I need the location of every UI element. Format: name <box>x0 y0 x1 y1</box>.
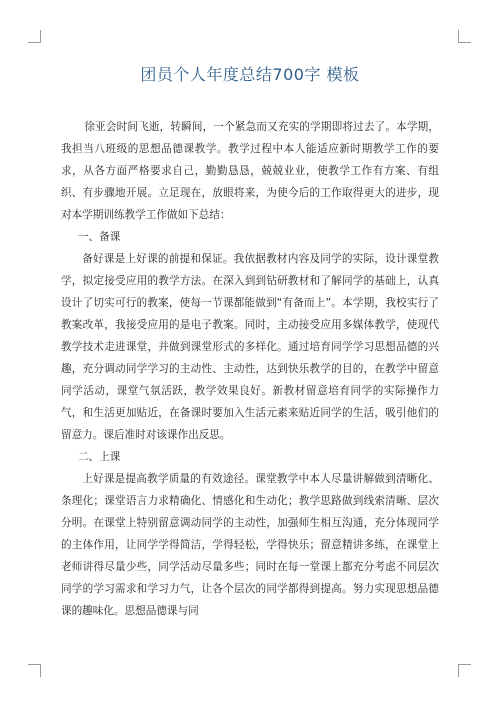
document-body <box>61 116 439 622</box>
crop-mark-top-left <box>28 30 41 43</box>
document-title: 团员个人年度总结700字 模板 <box>140 65 360 84</box>
crop-mark-bottom-left <box>28 664 41 677</box>
paragraph-teaching: 上好课是提高教学质量的有效途径。课堂教学中本人尽量讲解做到清晰化、条理化；课堂语言力求精确化、情感化和生动化；教学思路做到线索清晰、层次分明。在课堂上特别留意调动同学的主动性，加强师生相互沟通，充分体现同学的主体作用，让同学学得简洁，学得轻松，学得快乐；留意精讲多练，在课堂上老师讲得尽量少些，同学活动尽量多些；同时在每一堂课上都充分考虑不同层次同学的学习需求和学习力气，让各个层次的同学都得到提高。努力实现思想品德课的趣味化。思想品德课与同 <box>61 473 439 617</box>
paragraph-lesson-prep: 备好课是上好课的前提和保证。我依据教材内容及同学的实际，设计课堂教学，拟定接受应用的教学方法。在深入到到钻研教材和了解同学的基础上，认真设计了切实可行的教案，使每一节课都能做到“有备而上”。本学期，我校实行了教案改革，我接受应用的是电子教案。同时，主动接受应用多媒体教学，使现代教学技术走进课堂，并做到课堂形式的多样化。通过培育同学学习思想品德的兴趣，充分调动同学学习的主动性、主动性，达到快乐教学的目的，在教学中留意同学活动，课堂气氛活跃，教学效果良好。新教材留意培育同学的实际操作力气，和生活更加贴近，在备课时要加入生活元素来贴近同学的生活，吸引他们的留意力。课后准时对该课作出反思。 <box>61 253 439 441</box>
section-heading-lesson-prep: 一、备课 <box>77 231 121 243</box>
section-heading-teaching: 二、上课 <box>77 451 121 463</box>
crop-mark-bottom-right <box>458 664 471 677</box>
crop-mark-top-right <box>458 30 471 43</box>
paragraph-intro: 徐亚会时间飞逝，转瞬间，一个紧急而又充实的学期即将过去了。本学期，我担当八班级的思想品德课教学。教学过程中本人能适应新时期教学工作的要求，从各方面严格要求自己，勤勤恳恳，兢兢业业，使教学工作有方案、有组织、有步骤地开展。立足现在，放眼将来，为使今后的工作取得更大的进步，现对本学期训练教学工作做如下总结： <box>61 121 439 221</box>
